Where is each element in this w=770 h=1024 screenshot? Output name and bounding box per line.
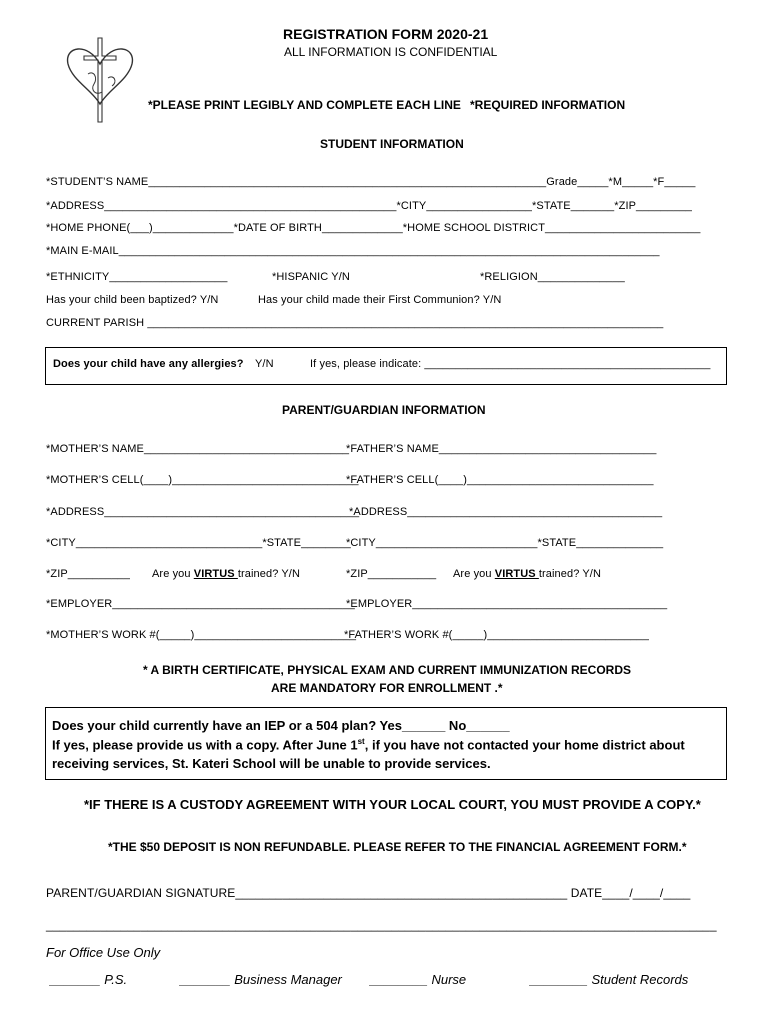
- baptized-question[interactable]: Has your child been baptized? Y/N: [46, 294, 219, 306]
- allergy-yn[interactable]: Y/N: [255, 358, 274, 370]
- heart-cross-logo-icon: [58, 34, 142, 126]
- father-name-field[interactable]: *FATHER’S NAME___________________________________: [346, 443, 657, 455]
- form-title: REGISTRATION FORM 2020-21: [283, 26, 489, 42]
- office-use-heading: For Office Use Only: [46, 945, 161, 960]
- father-zip-field[interactable]: *ZIP___________: [346, 568, 437, 580]
- allergy-question: Does your child have any allergies?: [53, 358, 244, 370]
- mother-city-state-field[interactable]: *CITY______________________________*STATE________: [46, 537, 351, 549]
- mother-address-field[interactable]: *ADDRESS_________________________________________: [46, 506, 360, 518]
- iep-line-2-pre: If yes, please provide us with a copy. After June 1: [52, 737, 358, 753]
- hispanic-field[interactable]: *HISPANIC Y/N: [272, 271, 350, 283]
- father-virtus-question[interactable]: [453, 568, 601, 580]
- father-work-field[interactable]: *FATHER’S WORK #(_____)__________________________: [344, 629, 649, 641]
- virtus-post: trained? Y/N: [538, 568, 602, 580]
- mother-work-field[interactable]: *MOTHER’S WORK #(_____)__________________________: [46, 629, 357, 641]
- iep-line-2-post: , if you have not contacted your home district about: [364, 737, 685, 753]
- virtus-word: VIRTUS: [494, 568, 539, 580]
- office-ps-field[interactable]: _______ P.S.: [50, 972, 128, 987]
- signature-rule: ___________________________________________________________________________________________________: [46, 918, 717, 932]
- mandatory-line-2: ARE MANDATORY FOR ENROLLMENT .*: [271, 681, 503, 695]
- father-employer-field[interactable]: *EMPLOYER_________________________________________: [346, 598, 668, 610]
- print-note: *PLEASE PRINT LEGIBLY AND COMPLETE EACH LINE: [148, 98, 461, 112]
- office-nurse-field[interactable]: ________ Nurse: [370, 972, 467, 987]
- deposit-note: *THE $50 DEPOSIT IS NON REFUNDABLE. PLEASE REFER TO THE FINANCIAL AGREEMENT FORM.*: [108, 840, 687, 854]
- student-name-field[interactable]: *STUDENT’S NAME________________________________________________________________Grade_____*M_____*F_____: [46, 176, 696, 188]
- mother-employer-field[interactable]: *EMPLOYER_______________________________________: [46, 598, 355, 610]
- virtus-post: trained? Y/N: [237, 568, 301, 580]
- virtus-pre: Are you: [453, 568, 495, 580]
- father-cell-field[interactable]: *FATHER’S CELL(____)______________________________: [346, 474, 654, 486]
- iep-line-3: receiving services, St. Kateri School will be unable to provide services.: [52, 756, 491, 771]
- student-heading: STUDENT INFORMATION: [320, 137, 464, 151]
- required-note: *REQUIRED INFORMATION: [470, 98, 626, 112]
- address-field[interactable]: *ADDRESS_______________________________________________*CITY_________________*STATE_______*ZIP_________: [46, 200, 693, 212]
- communion-question[interactable]: Has your child made their First Communion? Y/N: [258, 294, 502, 306]
- parent-heading: PARENT/GUARDIAN INFORMATION: [282, 403, 486, 417]
- iep-question[interactable]: Does your child currently have an IEP or a 504 plan? Yes______ No______: [52, 718, 510, 733]
- email-field[interactable]: *MAIN E-MAIL_______________________________________________________________________________________: [46, 245, 660, 257]
- father-address-field[interactable]: *ADDRESS_________________________________________: [349, 506, 663, 518]
- office-business-manager-field[interactable]: _______ Business Manager: [180, 972, 342, 987]
- form-subtitle: ALL INFORMATION IS CONFIDENTIAL: [284, 45, 498, 59]
- religion-field[interactable]: *RELIGION______________: [480, 271, 625, 283]
- signature-date-field[interactable]: PARENT/GUARDIAN SIGNATURE_________________________________________________ DATE____/____/____: [46, 886, 691, 900]
- parish-field[interactable]: CURRENT PARISH ___________________________________________________________________________________: [46, 317, 664, 329]
- mother-virtus-question[interactable]: [152, 568, 300, 580]
- mother-cell-field[interactable]: *MOTHER’S CELL(____)______________________________: [46, 474, 359, 486]
- father-city-state-field[interactable]: *CITY__________________________*STATE______________: [346, 537, 664, 549]
- virtus-pre: Are you: [152, 568, 194, 580]
- office-student-records-field[interactable]: ________ Student Records: [530, 972, 689, 987]
- ethnicity-field[interactable]: *ETHNICITY___________________: [46, 271, 228, 283]
- phone-dob-district-field[interactable]: *HOME PHONE(___)_____________*DATE OF BIRTH_____________*HOME SCHOOL DISTRICT_________________________: [46, 222, 701, 234]
- iep-line-2-sup: st: [357, 737, 365, 746]
- custody-note: *IF THERE IS A CUSTODY AGREEMENT WITH YOUR LOCAL COURT, YOU MUST PROVIDE A COPY.*: [84, 797, 701, 812]
- mandatory-line-1: * A BIRTH CERTIFICATE, PHYSICAL EXAM AND CURRENT IMMUNIZATION RECORDS: [143, 663, 631, 677]
- virtus-word: VIRTUS: [193, 568, 238, 580]
- mother-name-field[interactable]: *MOTHER’S NAME_________________________________: [46, 443, 350, 455]
- mother-zip-field[interactable]: *ZIP__________: [46, 568, 130, 580]
- allergy-indicate-field[interactable]: If yes, please indicate: ______________________________________________: [310, 358, 711, 370]
- iep-line-2: [52, 737, 685, 752]
